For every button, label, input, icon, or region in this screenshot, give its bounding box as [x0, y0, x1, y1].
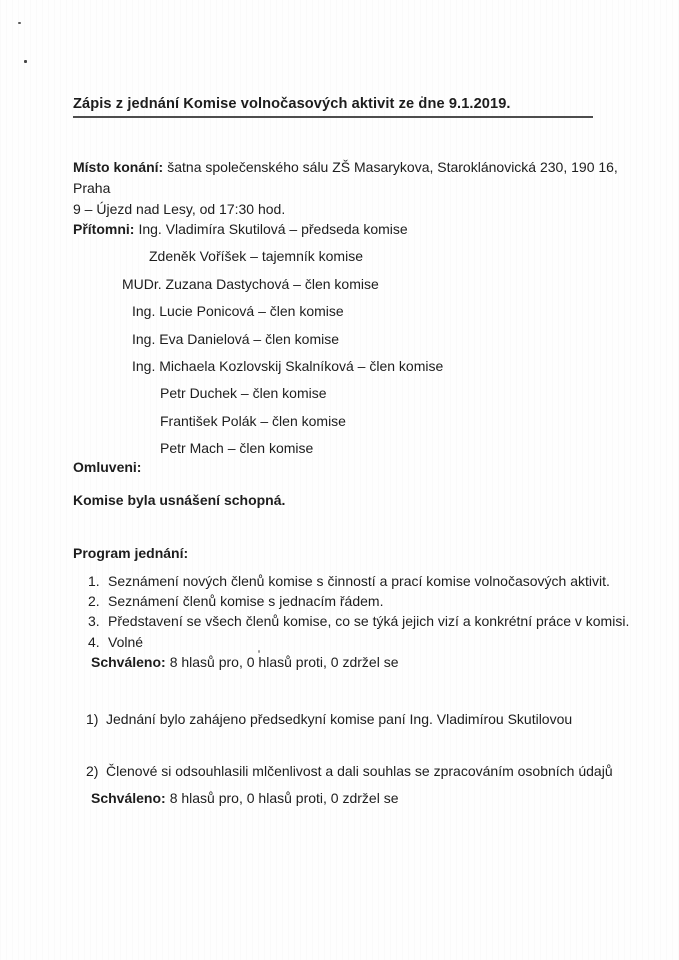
agenda-list: [88, 571, 629, 652]
approval-line: [91, 789, 399, 807]
agenda-item: [88, 591, 629, 611]
attendee-line: Ing. Lucie Ponicová – člen komise: [132, 303, 344, 320]
agenda-item-text: Seznámení členů komise s jednacím řádem.: [108, 593, 384, 610]
point-text: Členové si odsouhlasili mlčenlivost a dali souhlas se zpracováním osobních údajů: [106, 763, 613, 779]
approval-text: 8 hlasů pro, 0 hlasů proti, 0 zdržel se: [169, 790, 399, 806]
agenda-item-number: 3.: [88, 613, 100, 630]
approval-text: 8 hlasů pro, 0 hlasů proti, 0 zdržel se: [169, 654, 399, 670]
agenda-item: [88, 611, 629, 631]
agenda-item-number: 4.: [88, 633, 100, 650]
location-line2: 9 – Újezd nad Lesy, od 17:30 hod.: [73, 201, 286, 217]
agenda-item-text: Představení se všech členů komise, co se týká jejich vizí a konkrétní práce v komisi.: [108, 613, 630, 630]
agenda-item-number: 2.: [88, 593, 100, 610]
attendees-label: Přítomni:: [73, 221, 135, 237]
agenda-item-number: 1.: [88, 573, 100, 589]
attendee-name: Ing. Vladimíra Skutilová – předseda komise: [138, 221, 408, 237]
approval-label: Schváleno:: [91, 790, 166, 806]
point-number: 1): [86, 711, 99, 727]
attendee-line: Petr Mach – člen komise: [160, 440, 314, 457]
quorum-statement: Komise byla usnášení schopná.: [73, 492, 286, 508]
agenda-item: [88, 571, 629, 591]
attendees-first-line: [73, 216, 633, 243]
approval-line: [91, 653, 399, 671]
agenda-item-text: Seznámení nových členů komise s činností a prací komise volnočasových aktivit.: [108, 573, 610, 589]
location-line1: šatna společenského sálu ZŠ Masarykova, Staroklánovická 230, 190 16, Praha: [73, 159, 618, 196]
document-title: Zápis z jednání Komise volnočasových aktivit ze dne 9.1.2019.: [73, 95, 593, 118]
location-label: Místo konání:: [73, 159, 164, 175]
attendee-line: Ing. Michaela Kozlovskij Skalníková – člen komise: [132, 358, 444, 375]
approval-label: Schváleno:: [91, 654, 166, 670]
attendee-line: Ing. Eva Danielová – člen komise: [132, 330, 339, 347]
agenda-item: [88, 632, 629, 652]
scan-speck: [24, 60, 27, 63]
minutes-point-2: [86, 762, 613, 781]
point-text: Jednání bylo zahájeno předsedkyní komise paní Ing. Vladimírou Skutilovou: [106, 711, 573, 727]
minutes-point-1: [86, 710, 572, 729]
attendees-section: [73, 216, 633, 463]
agenda-item-text: Volné: [108, 633, 144, 650]
attendees-list: [73, 243, 633, 462]
excused-heading: Omluveni:: [73, 459, 142, 475]
scan-speck: [18, 22, 21, 24]
attendee-line: František Polák – člen komise: [160, 412, 346, 429]
location-paragraph: [73, 157, 625, 220]
attendee-line: Petr Duchek – člen komise: [160, 385, 327, 402]
attendee-line: Zdeněk Voříšek – tajemník komise: [149, 248, 363, 265]
agenda-heading: Program jednání:: [73, 545, 189, 561]
point-number: 2): [86, 763, 99, 779]
attendee-line: MUDr. Zuzana Dastychová – člen komise: [122, 275, 379, 292]
